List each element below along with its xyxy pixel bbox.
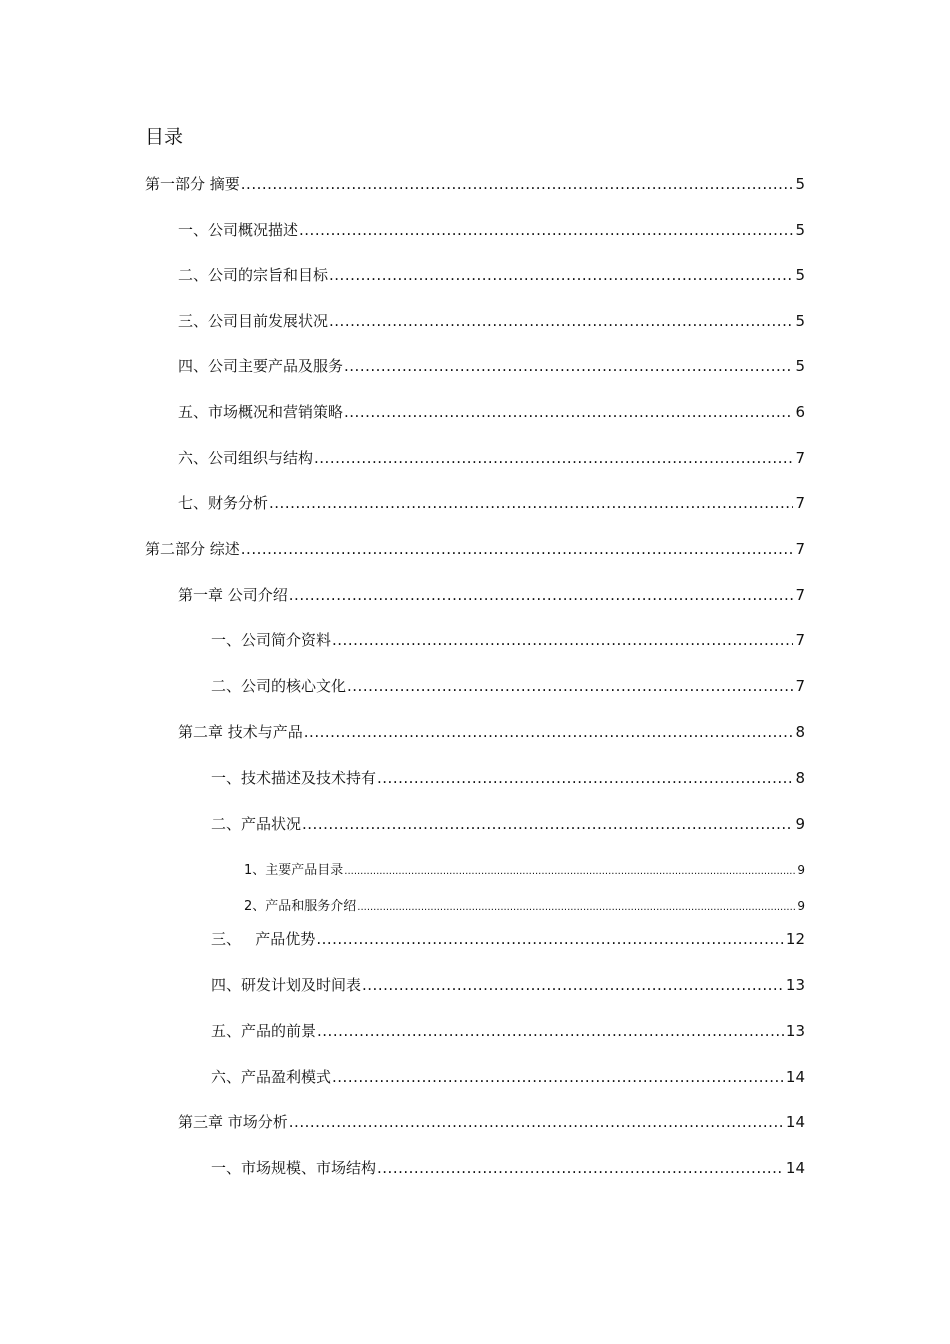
toc-entry-product-outlook[interactable] — [211, 1020, 805, 1042]
toc-page-number: 7 — [795, 449, 805, 467]
toc-entry-label: 三、 产品优势 — [211, 930, 316, 948]
toc-leader-dots — [332, 629, 793, 651]
toc-entry-chapter1[interactable] — [178, 584, 805, 606]
toc-entry-product-catalog[interactable] — [244, 859, 805, 881]
toc-entry-financial-analysis[interactable] — [178, 492, 805, 514]
toc-page-number: 5 — [795, 357, 805, 375]
toc-entry-label: 六、产品盈利模式 — [211, 1068, 332, 1086]
toc-page-number: 9 — [797, 863, 805, 877]
toc-title: 目录 — [145, 126, 184, 148]
toc-entry-profit-model[interactable] — [211, 1066, 805, 1088]
toc-entry-label: 二、产品状况 — [211, 815, 302, 833]
toc-leader-dots — [332, 1066, 784, 1088]
toc-entry-label: 二、公司的核心文化 — [211, 677, 347, 695]
toc-entry-company-status[interactable] — [178, 310, 805, 332]
toc-entry-product-advantages[interactable] — [211, 928, 805, 950]
toc-leader-dots — [299, 219, 793, 241]
toc-entry-label: 五、市场概况和营销策略 — [178, 403, 344, 421]
toc-leader-dots — [344, 355, 793, 377]
toc-entry-company-overview[interactable] — [178, 219, 805, 241]
toc-entry-label: 第二章 技术与产品 — [178, 723, 303, 741]
toc-entry-label: 三、公司目前发展状况 — [178, 312, 329, 330]
toc-entry-label: 五、产品的前景 — [211, 1022, 317, 1040]
toc-leader-dots — [344, 401, 793, 423]
toc-leader-dots — [344, 861, 795, 883]
toc-leader-dots — [304, 721, 794, 743]
toc-leader-dots — [269, 492, 793, 514]
toc-leader-dots — [317, 1020, 784, 1042]
toc-leader-dots — [329, 264, 793, 286]
toc-page-number: 5 — [795, 266, 805, 284]
toc-page-number: 5 — [795, 312, 805, 330]
toc-entry-label: 第二部分 综述 — [145, 540, 240, 558]
toc-leader-dots — [347, 675, 793, 697]
toc-entry-label: 第一章 公司介绍 — [178, 586, 288, 604]
toc-entry-label: 四、研发计划及时间表 — [211, 976, 362, 994]
toc-entry-label: 一、技术描述及技术持有 — [211, 769, 377, 787]
toc-entry-part2-review[interactable] — [145, 538, 805, 560]
toc-entry-product-services[interactable] — [244, 895, 805, 917]
toc-page-number: 8 — [795, 769, 805, 787]
toc-entry-label: 六、公司组织与结构 — [178, 449, 314, 467]
toc-page-number: 14 — [785, 1113, 805, 1131]
toc-page-number: 6 — [795, 403, 805, 421]
toc-page-number: 5 — [795, 221, 805, 239]
toc-entry-part1-summary[interactable] — [145, 173, 805, 195]
toc-entry-label: 二、公司的宗旨和目标 — [178, 266, 329, 284]
toc-page-number: 7 — [795, 540, 805, 558]
toc-page-number: 5 — [795, 175, 805, 193]
toc-page-number: 13 — [785, 976, 805, 994]
toc-entry-product-status[interactable] — [211, 813, 805, 835]
toc-entry-label: 一、市场规模、市场结构 — [211, 1159, 377, 1177]
toc-entry-market-strategy[interactable] — [178, 401, 805, 423]
toc-entry-label: 一、公司概况描述 — [178, 221, 299, 239]
toc-page-number: 7 — [795, 631, 805, 649]
toc-leader-dots — [329, 310, 793, 332]
toc-leader-dots — [377, 767, 793, 789]
toc-page-number: 7 — [795, 494, 805, 512]
toc-entry-company-profile[interactable] — [211, 629, 805, 651]
toc-entry-chapter2[interactable] — [178, 721, 805, 743]
toc-entry-label: 1、主要产品目录 — [244, 863, 344, 878]
toc-leader-dots — [241, 173, 794, 195]
toc-entry-label: 第一部分 摘要 — [145, 175, 240, 193]
toc-page-number: 8 — [795, 723, 805, 741]
toc-entry-organization[interactable] — [178, 447, 805, 469]
toc-entry-label: 四、公司主要产品及服务 — [178, 357, 344, 375]
toc-page-number: 12 — [785, 930, 805, 948]
toc-leader-dots — [302, 813, 793, 835]
toc-entry-label: 一、公司简介资料 — [211, 631, 332, 649]
toc-entry-tech-description[interactable] — [211, 767, 805, 789]
toc-page-number: 13 — [785, 1022, 805, 1040]
toc-page-number: 7 — [795, 677, 805, 695]
toc-entry-main-products[interactable] — [178, 355, 805, 377]
toc-page-number: 9 — [797, 899, 805, 913]
toc-leader-dots — [241, 538, 794, 560]
toc-entry-core-culture[interactable] — [211, 675, 805, 697]
toc-entry-market-size[interactable] — [211, 1157, 805, 1179]
toc-page-number: 7 — [795, 586, 805, 604]
toc-entry-company-mission[interactable] — [178, 264, 805, 286]
toc-leader-dots — [314, 447, 793, 469]
toc-page-number: 14 — [785, 1068, 805, 1086]
toc-entry-rd-plan[interactable] — [211, 974, 805, 996]
toc-leader-dots — [289, 1111, 784, 1133]
toc-leader-dots — [377, 1157, 784, 1179]
toc-leader-dots — [289, 584, 794, 606]
toc-leader-dots — [362, 974, 784, 996]
toc-entry-label: 第三章 市场分析 — [178, 1113, 288, 1131]
toc-page-number: 14 — [785, 1159, 805, 1177]
toc-page-number: 9 — [795, 815, 805, 833]
toc-leader-dots — [316, 928, 784, 950]
toc-entry-chapter3[interactable] — [178, 1111, 805, 1133]
toc-entry-label: 2、产品和服务介绍 — [244, 899, 357, 914]
toc-entry-label: 七、财务分析 — [178, 494, 269, 512]
toc-leader-dots — [357, 897, 795, 919]
